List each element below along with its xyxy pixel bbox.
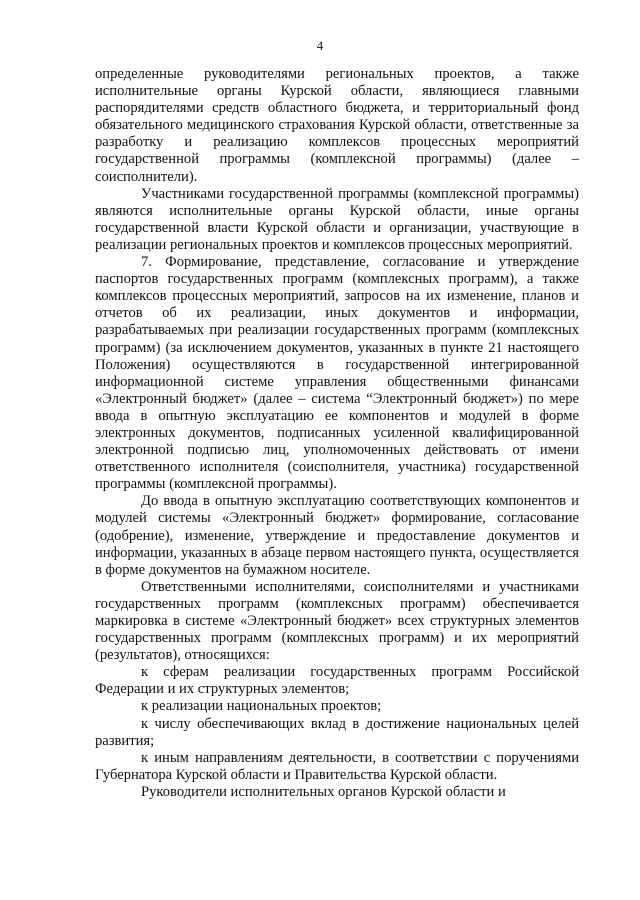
paragraph: До ввода в опытную эксплуатацию соответствующих компонентов и модулей системы «Электронный бюджет» формирование, согласование (одобрение), изменение, утверждение и предоставление документов и информации, указанных в абзаце первом настоящего пункта, осуществляется в форме документов на бумажном носителе.: [95, 493, 579, 578]
paragraph: Участниками государственной программы (комплексной программы) являются исполнительные органы Курской области, иные органы государственной власти Курской области и организации, участвующие в реализации региональных проектов и комплексов процессных мероприятий.: [95, 185, 579, 253]
paragraph: к иным направлениям деятельности, в соответствии с поручениями Губернатора Курской области и Правительства Курской области.: [95, 749, 579, 783]
paragraph: к числу обеспечивающих вклад в достижение национальных целей развития;: [95, 715, 579, 749]
paragraph: определенные руководителями региональных проектов, а также исполнительные органы Курской области, являющиеся главными распорядителями средств областного бюджета, и территориальный фонд обязательного медицинского страхования Курской области, ответственные за разработку и реализацию комплексов процессных мероприятий государственной программы (комплексной программы) (далее – соисполнители).: [95, 66, 579, 185]
paragraph: к реализации национальных проектов;: [141, 698, 382, 715]
document-body: [95, 66, 579, 801]
paragraph: 7. Формирование, представление, согласование и утверждение паспортов государственных программ (комплексных программ), а также комплексов процессных мероприятий, запросов на их изменение, планов и отчетов об их реализации, иных документов и информации, разрабатываемых при реализации государственных программ (комплексных программ) (за исключением документов, указанных в пункте 21 настоящего Положения) осуществляются в государственной интегрированной информационной системе управления общественными финансами «Электронный бюджет» (далее – система “Электронный бюджет») по мере ввода в опытную эксплуатацию ее компонентов и модулей в форме электронных документов, подписанных усиленной квалифицированной электронной подписью лиц, уполномоченных действовать от имени ответственного исполнителя (соисполнителя, участника) государственной программы (комплексной программы).: [95, 254, 579, 493]
paragraph: к сферам реализации государственных программ Российской Федерации и их структурных элементов;: [95, 664, 579, 698]
paragraph: Ответственными исполнителями, соисполнителями и участниками государственных программ (комплексных программ) обеспечивается маркировка в системе «Электронный бюджет» всех структурных элементов государственных программ (комплексных программ) и их мероприятий (результатов), относящихся:: [95, 578, 579, 664]
paragraph: Руководители исполнительных органов Курской области и: [141, 783, 506, 800]
page-number: 4: [316, 38, 324, 53]
